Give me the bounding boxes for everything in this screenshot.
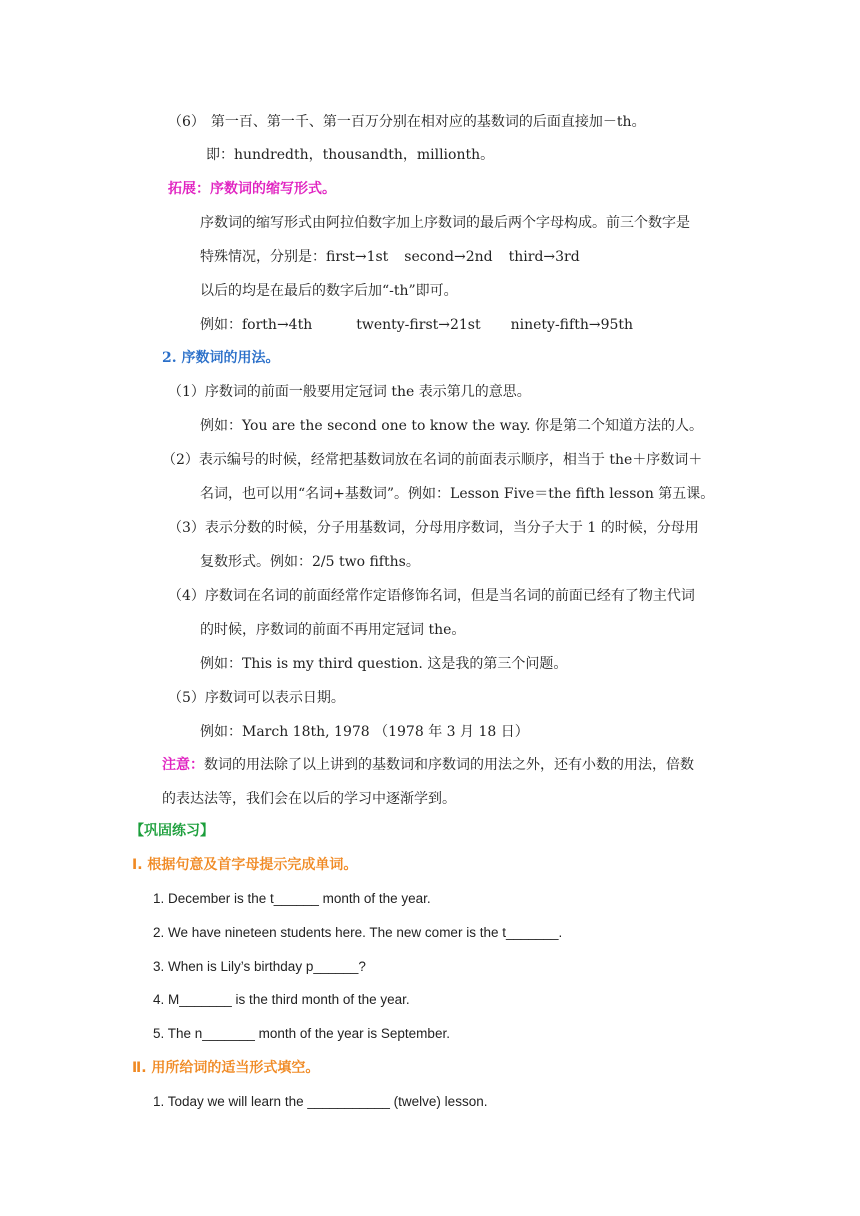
extend-title: 拓展：序数词的缩写形式。 [168,181,336,197]
usage-1: （1）序数词的前面一般要用定冠词 the 表示第几的意思。 [168,384,531,400]
usage-4-line-2: 的时候，序数词的前面不再用定冠词 the。 [200,622,466,638]
extend-item: second→2nd [404,249,493,265]
extend-example [200,315,633,335]
extend-example-prefix: 例如： [200,317,242,333]
usage-3-line-1: （3）表示分数的时候，分子用基数词，分母用序数词，当分子大于 1 的时候，分母用 [168,520,699,536]
usage-4-example: 例如：This is my third question. 这是我的第三个问题。 [200,656,568,672]
extend-paragraph-1: 序数词的缩写形式由阿拉伯数字加上序数词的最后两个字母构成。前三个数字是 [200,215,690,231]
extend-paragraph-2 [200,247,580,267]
practice-part-2-title: Ⅱ. 用所给词的适当形式填空。 [132,1060,320,1076]
exercise-item: 1. December is the t______ month of the year. [153,891,431,906]
section-2-title: 2. 序数词的用法。 [162,350,280,366]
extend-item: first→1st [326,249,389,265]
usage-3-line-2: 复数形式。例如：2/5 two fifths。 [200,554,420,570]
item-6-text: 第一百、第一千、第一百万分别在相对应的基数词的后面直接加－th。 [210,114,646,130]
note-line-1 [162,755,694,775]
extend-item: third→3rd [508,249,580,265]
extend-p2-prefix: 特殊情况，分别是： [200,249,326,265]
usage-1-example: 例如：You are the second one to know the way. 你是第二个知道方法的人。 [200,418,703,434]
practice-part-1-title: Ⅰ. 根据句意及首字母提示完成单词。 [132,857,358,873]
exercise-item: 3. When is Lily’s birthday p______? [153,959,366,974]
exercise-item: 2. We have nineteen students here. The new comer is the t_______. [153,925,563,940]
exercise-item: 1. Today we will learn the ___________ (twelve) lesson. [153,1094,488,1109]
usage-4-line-1: （4）序数词在名词的前面经常作定语修饰名词，但是当名词的前面已经有了物主代词 [168,588,695,604]
usage-5: （5）序数词可以表示日期。 [168,690,345,706]
exercise-item: 4. M_______ is the third month of the year. [153,992,410,1007]
note-text: 数词的用法除了以上讲到的基数词和序数词的用法之外，还有小数的用法，倍数 [204,757,694,773]
item-6-example: 即：hundredth，thousandth，millionth。 [206,147,495,163]
extend-example-item: ninety-fifth→95th [510,317,634,333]
extend-example-item: forth→4th [242,317,313,333]
usage-5-example: 例如：March 18th, 1978 （1978 年 3 月 18 日） [200,724,529,740]
item-6-number: （6） [168,114,205,130]
extend-example-item: twenty-first→21st [356,317,481,333]
note-label: 注意： [162,757,204,773]
extend-paragraph-3: 以后的均是在最后的数字后加“-th”即可。 [200,283,458,299]
exercise-item: 5. The n_______ month of the year is September. [153,1026,450,1041]
item-6 [168,112,646,132]
usage-2-line-1: （2）表示编号的时候，经常把基数词放在名词的前面表示顺序，相当于 the＋序数词＋ [162,452,703,468]
usage-2-line-2: 名词，也可以用“名词+基数词”。例如：Lesson Five＝the fifth lesson 第五课。 [200,486,715,502]
practice-title: 【巩固练习】 [130,823,214,839]
note-line-2: 的表达法等，我们会在以后的学习中逐渐学到。 [162,791,456,807]
